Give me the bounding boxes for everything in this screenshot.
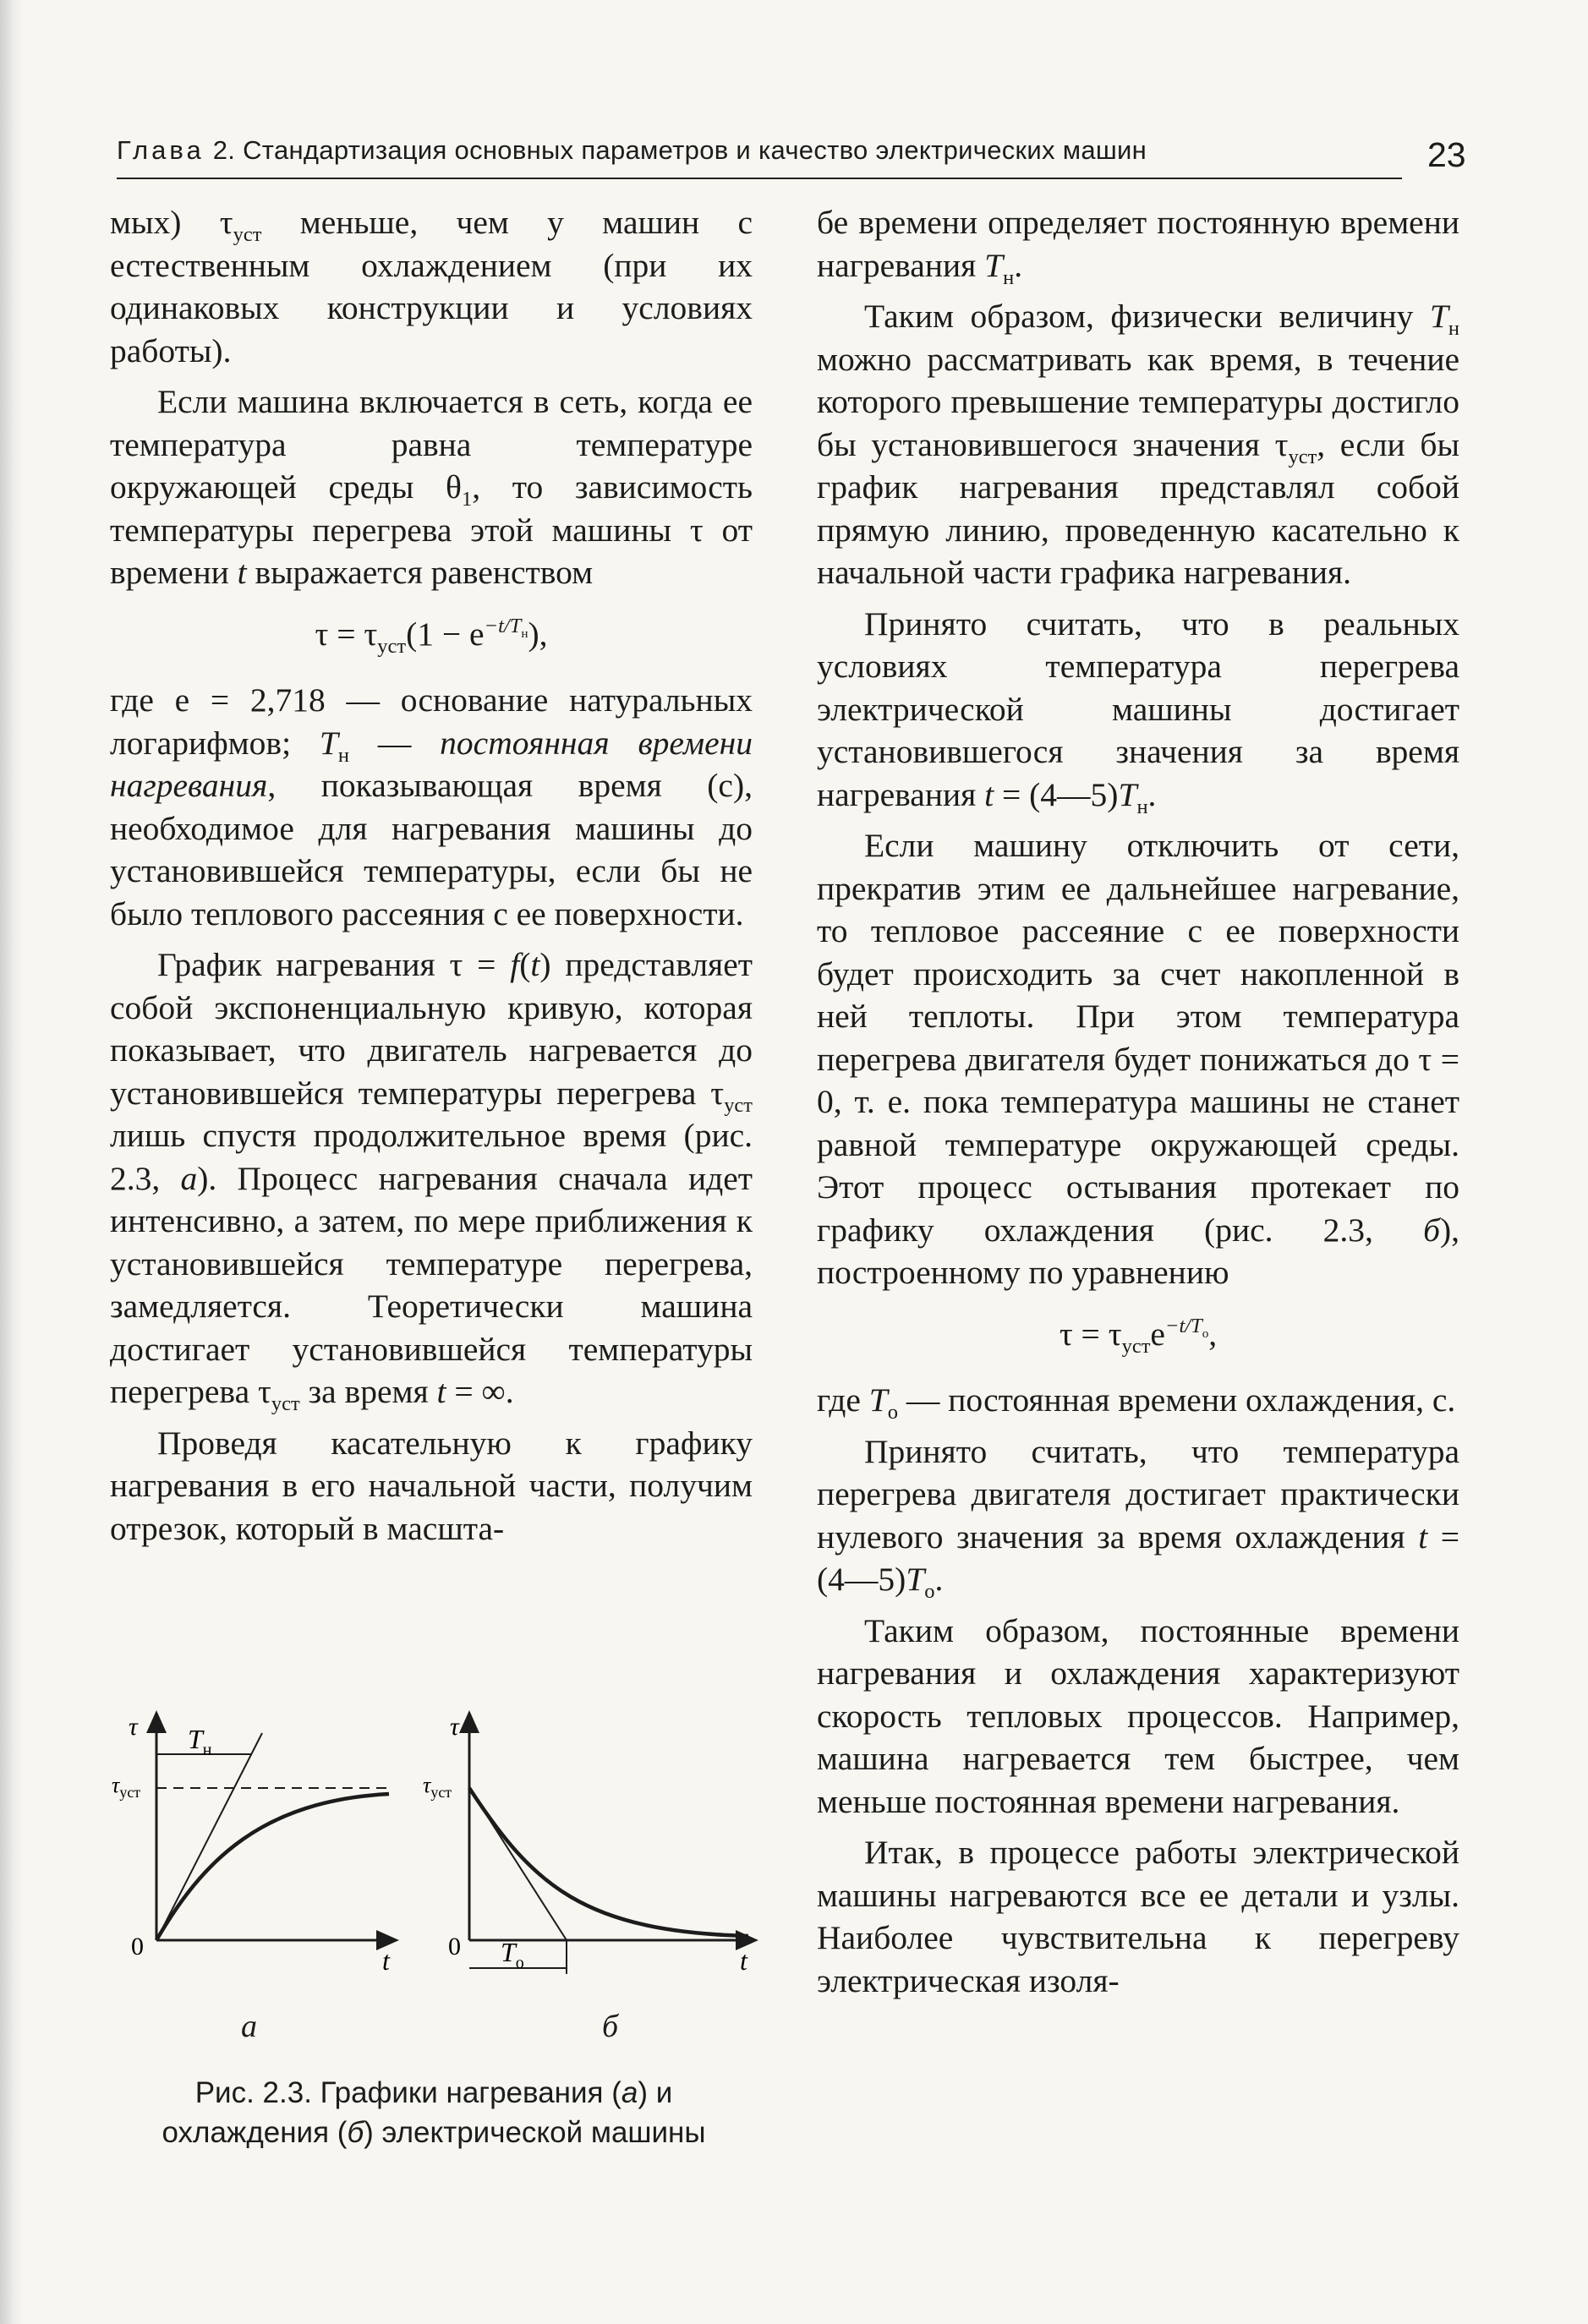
axis-x-label-a: t [382, 1945, 390, 1976]
r-paragraph-4: Если машину отключить от сети, прекратив этим ее дальнейшее нагревание, то тепловое рассеяние с ее поверхности будет происходить за счет накопленной в ней теплоты. При этом температура перегрева двигателя будет понижаться до τ = 0, т. е. пока температура машины не станет равной температуре окружающей среды. Этот процесс остывания протекает по графику охлаждения (рис. 2.3, б), построенному по уравнению [817, 827, 1459, 1291]
steady-label-b: $\tau_{уст}$ [423, 1773, 452, 1801]
figure-graphs [110, 1713, 761, 1976]
r-paragraph-2: Таким образом, физически величину $T_н$ можно рассматривать как время, в течение которого превышение температуры достигло бы установившегося значения $\tau_{уст}$, если бы график нагревания представлял собой прямую линию, проведенную касательно к начальной части графика нагревания. [817, 298, 1459, 591]
paragraph-2: Если машина включается в сеть, когда ее температура равна температуре окружающей среды $\theta_1$, то зависимость температуры перегрева этой машины τ от времени t выражается равенством [110, 383, 753, 591]
paragraph-4: График нагревания τ = f(t) представляет собой экспоненциальную кривую, которая показывает, что двигатель нагревается до установившейся температуры перегрева $\tau_{уст}$ лишь спустя продолжительное время (рис. 2.3, а). Процесс нагревания сначала идет интенсивно, а затем, по мере приближения к установившейся температуре перегрева, замедляется. Теоретически машина достигает установившейся температуры перегрева $\tau_{уст}$ за время t = ∞. [110, 946, 753, 1415]
steady-label-a: $\tau_{уст}$ [112, 1773, 141, 1801]
To-label: $T_о$ [501, 1937, 524, 1972]
axis-x-label-b: t [740, 1945, 747, 1976]
cooling-curve [469, 1788, 748, 1936]
header-text [117, 135, 1147, 166]
tangent-b [469, 1788, 567, 1940]
page-edge-shadow [0, 0, 22, 2324]
heating-graph [112, 1713, 391, 1976]
paragraph-3: где e = 2,718 — основание натуральных логарифмов; $T_н$ — постоянная времени нагревания, показывающая время (с), необходимое для нагревания машины до установившейся температуры, если бы не было теплового рассеяния с ее поверхности. [110, 681, 753, 932]
header-chapter-title: 2. Стандартизация основных параметров и качество электрических машин [212, 135, 1147, 165]
r-paragraph-1: бе времени определяет постоянную времени нагревания $T_н$. [817, 204, 1459, 289]
r-paragraph-5: где $T_о$ — постоянная времени охлаждения, с. [817, 1381, 1456, 1424]
header-chapter-word: Глава [117, 135, 205, 165]
paragraph-5: Проведя касательную к графику нагревания в его начальной части, получим отрезок, который в масшта- [110, 1424, 753, 1547]
right-column [817, 201, 1459, 2010]
axis-y-label-a: τ [129, 1713, 138, 1741]
r-paragraph-8: Итак, в процессе работы электрической машины нагреваются все ее детали и узлы. Наиболее чувствительна к перегреву электрическая изоля- [817, 1834, 1459, 1999]
r-paragraph-3: Принято считать, что в реальных условиях температура перегрева электрической машины достигает установившегося значения за время нагревания $t = (4—5)T_н$. [817, 604, 1459, 818]
figure-caption: Рис. 2.3. Графики нагревания (а) и охлаждения (б) электрической машины [162, 2076, 706, 2149]
figure-2-3 [110, 1713, 761, 1976]
heating-curve [156, 1794, 389, 1940]
origin-label-a: 0 [131, 1933, 144, 1960]
r-paragraph-6: Принято считать, что температура перегрева двигателя достигает практически нулевого значения за время охлаждения $t = (4—5)T_о$. [817, 1432, 1460, 1603]
origin-label-b: 0 [448, 1933, 461, 1960]
heating-formula: $\tau = \tau_{уст}(1 - e^{-t/T_н})$, [315, 615, 548, 658]
r-paragraph-7: Таким образом, постоянные времени нагревания и охлаждения характеризуют скорость тепловых процессов. Например, машина нагревается тем быстрее, чем меньше постоянная времени нагревания. [817, 1611, 1459, 1820]
axis-y-label-b: τ [450, 1713, 459, 1741]
figure-label-b: б [602, 2009, 619, 2044]
cooling-formula: $\tau = \tau_{уст}e^{-t/T_о}$, [1059, 1315, 1218, 1358]
running-header [117, 127, 1402, 179]
paragraph-1: мых) $\tau_{уст}$ меньше, чем у машин с естественным охлаждением (при их одинаковых конструкции и условиях работы). [110, 204, 753, 369]
page-number: 23 [1427, 135, 1466, 174]
Th-label: $T_н$ [188, 1724, 212, 1759]
figure-label-a: а [241, 2009, 257, 2044]
left-column [110, 201, 753, 1558]
cooling-graph [423, 1713, 748, 1976]
